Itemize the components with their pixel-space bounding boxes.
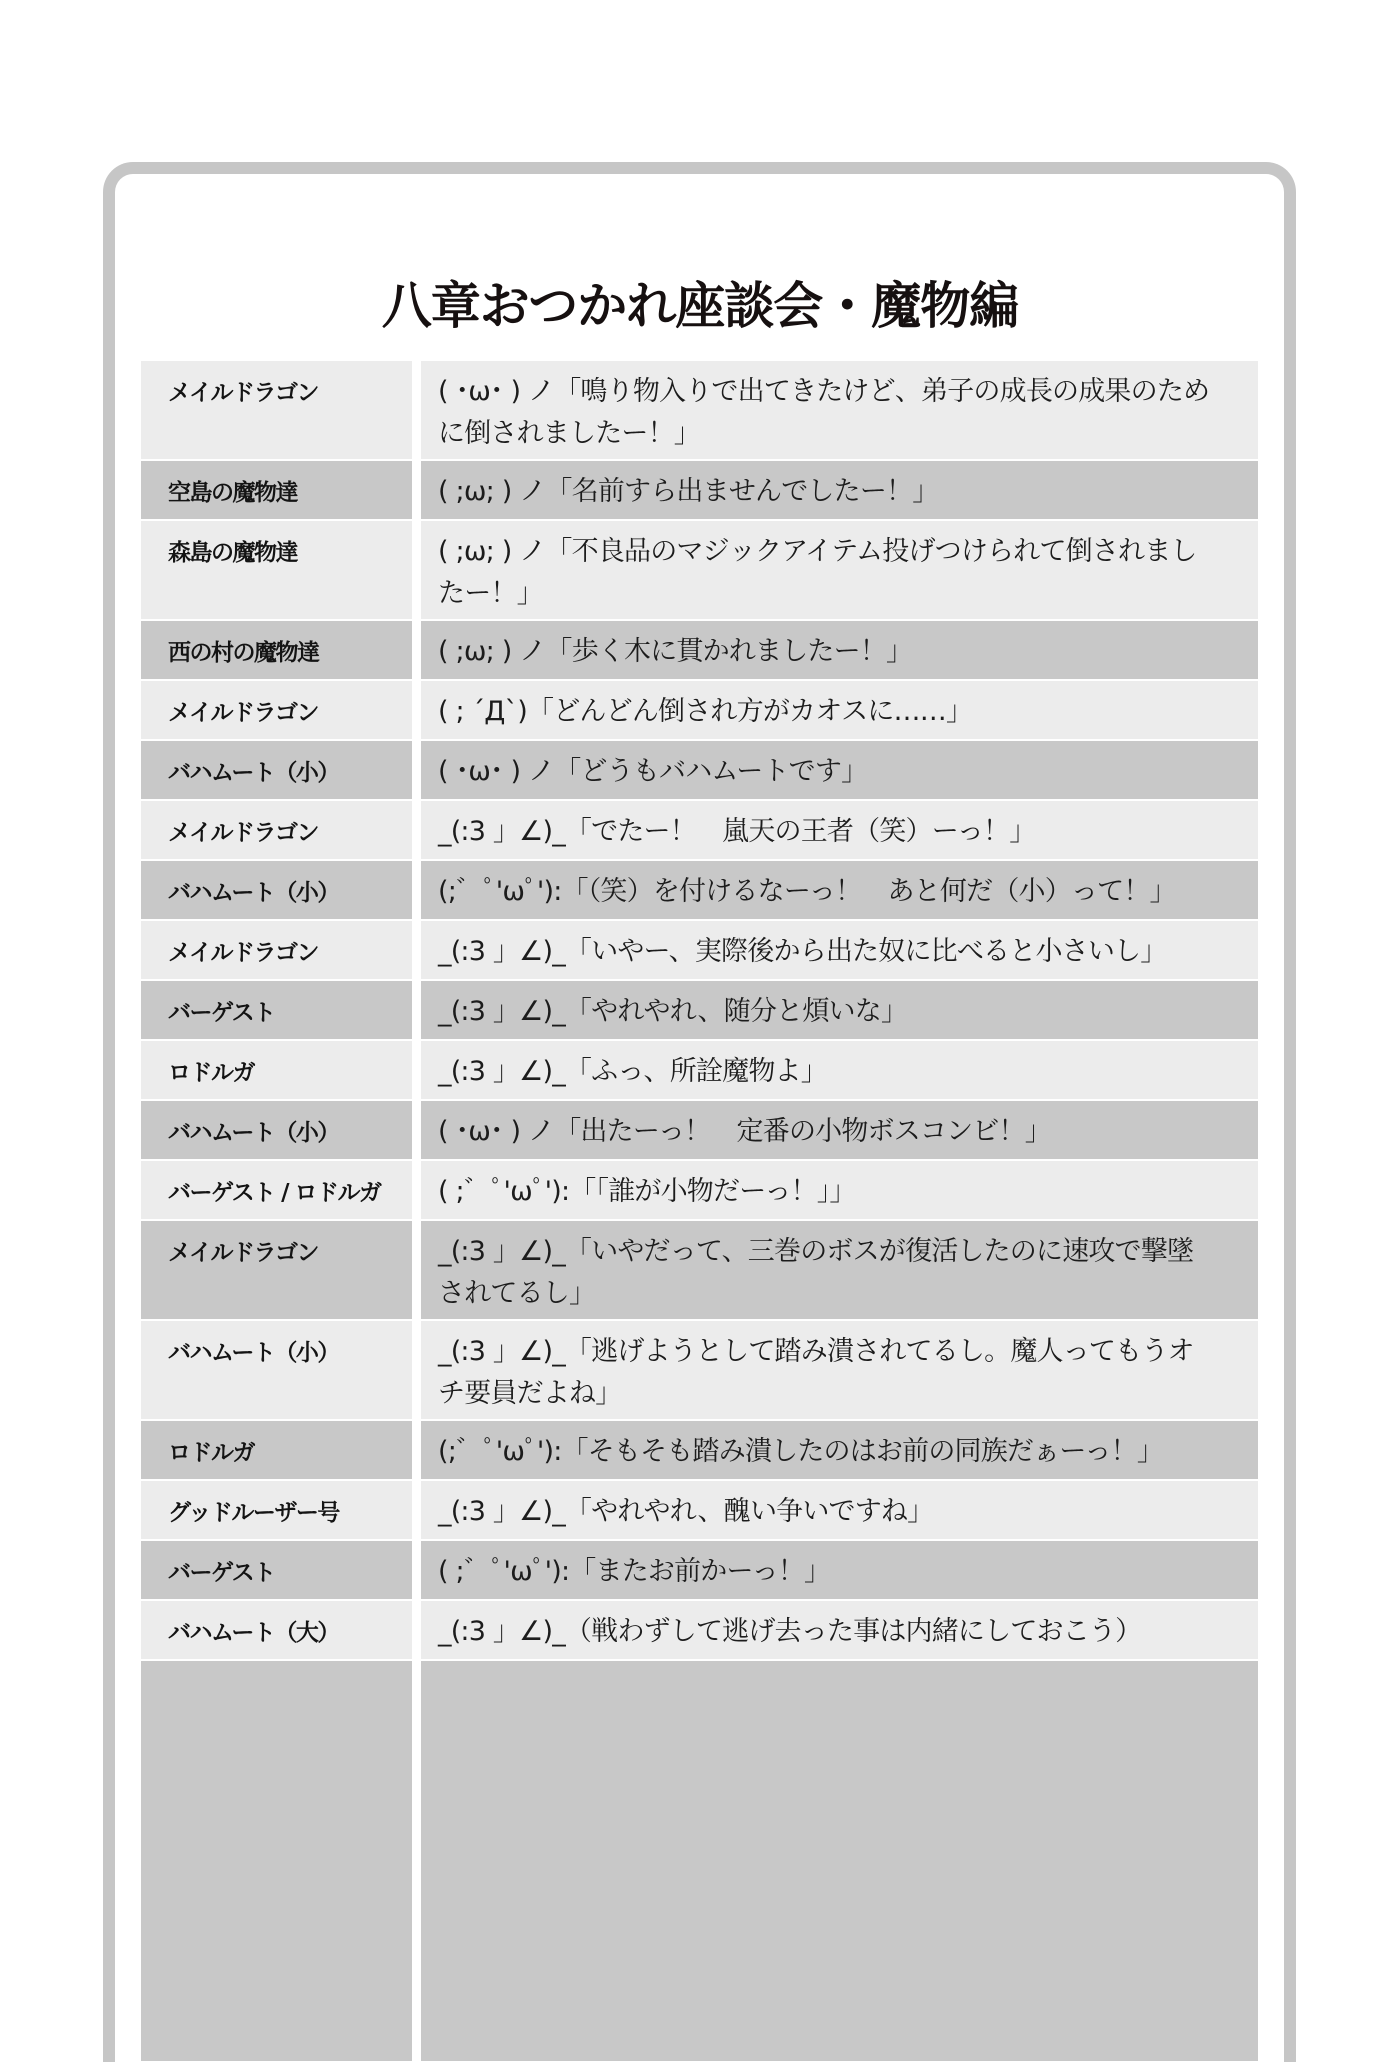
dialogue-line: _(:3 」∠)_「いやー、実際後から出た奴に比べると小さいし」 <box>421 921 1258 979</box>
dialogue-line: _(:3 」∠)_「でたー！ 嵐天の王者（笑）ーっ！」 <box>421 801 1258 859</box>
speaker-name: バハムート（小） <box>141 861 412 919</box>
table-row <box>141 741 1258 799</box>
dialogue-line: ( ;ω; ) ノ「不良品のマジックアイテム投げつけられて倒されましたー！」 <box>421 521 1258 619</box>
speaker-name: メイルドラゴン <box>141 681 412 739</box>
speaker-name: メイルドラゴン <box>141 921 412 979</box>
table-row <box>141 1221 1258 1319</box>
column-divider <box>412 521 421 619</box>
dialogue-line: _(:3 」∠)_「ふっ、所詮魔物よ」 <box>421 1041 1258 1099</box>
dialogue-line: ( ;ω; ) ノ「名前すら出ませんでしたー！」 <box>421 461 1258 519</box>
column-divider <box>412 621 421 679</box>
dialogue-line: ( ;゛ﾟ'ωﾟ'):「「誰が小物だーっ！」」 <box>421 1161 1258 1219</box>
speaker-name: 空島の魔物達 <box>141 461 412 519</box>
dialogue-line: ( ･ω･ ) ノ「どうもバハムートです」 <box>421 741 1258 799</box>
table-row <box>141 801 1258 859</box>
speaker-name: メイルドラゴン <box>141 801 412 859</box>
table-row <box>141 1321 1258 1419</box>
dialogue-line: _(:3 」∠)_（戦わずして逃げ去った事は内緒にしておこう） <box>421 1601 1258 1659</box>
column-divider <box>412 1421 421 1479</box>
table-row <box>141 1601 1258 1659</box>
table-row <box>141 1101 1258 1159</box>
column-divider <box>412 921 421 979</box>
table-row <box>141 461 1258 519</box>
speaker-name: バーゲスト <box>141 981 412 1039</box>
column-divider <box>412 1101 421 1159</box>
dialogue-line: _(:3 」∠)_「いやだって、三巻のボスが復活したのに速攻で撃墜されてるし」 <box>421 1221 1258 1319</box>
table-row <box>141 361 1258 459</box>
table-row <box>141 1541 1258 1599</box>
column-divider <box>412 1321 421 1419</box>
speaker-name: バハムート（大） <box>141 1601 412 1659</box>
table-row <box>141 1041 1258 1099</box>
column-divider <box>412 1041 421 1099</box>
dialogue-line: ( ;ω; ) ノ「歩く木に貫かれましたー！」 <box>421 621 1258 679</box>
speaker-name: バハムート（小） <box>141 741 412 799</box>
column-divider <box>412 681 421 739</box>
table-row <box>141 521 1258 619</box>
dialogue-line: _(:3 」∠)_「逃げようとして踏み潰されてるし。魔人ってもうオチ要員だよね」 <box>421 1321 1258 1419</box>
dialogue-table <box>141 361 1258 2061</box>
column-divider <box>412 1541 421 1599</box>
column-divider <box>412 1601 421 1659</box>
dialogue-line: ( ･ω･ ) ノ「出たーっ！ 定番の小物ボスコンビ！」 <box>421 1101 1258 1159</box>
empty-name-cell <box>141 1661 412 2061</box>
page-title: 八章おつかれ座談会・魔物編 <box>381 276 1019 335</box>
speaker-name: バハムート（小） <box>141 1321 412 1419</box>
dialogue-line: ( ･ω･ ) ノ「鳴り物入りで出てきたけど、弟子の成長の成果のために倒されましたー！」 <box>421 361 1258 459</box>
column-divider <box>412 1221 421 1319</box>
empty-line-cell <box>421 1661 1258 2061</box>
column-divider <box>412 981 421 1039</box>
dialogue-line: ( ;゛ﾟ'ωﾟ'):「またお前かーっ！」 <box>421 1541 1258 1599</box>
column-divider <box>412 461 421 519</box>
column-divider <box>412 1481 421 1539</box>
dialogue-line: (;゛ﾟ'ωﾟ'):「そもそも踏み潰したのはお前の同族だぁーっ！」 <box>421 1421 1258 1479</box>
table-row <box>141 921 1258 979</box>
table-row <box>141 1481 1258 1539</box>
dialogue-line: _(:3 」∠)_「やれやれ、醜い争いですね」 <box>421 1481 1258 1539</box>
speaker-name: メイルドラゴン <box>141 1221 412 1319</box>
table-row <box>141 1421 1258 1479</box>
speaker-name: 西の村の魔物達 <box>141 621 412 679</box>
empty-table-filler <box>141 1661 1258 2061</box>
table-row <box>141 621 1258 679</box>
dialogue-line: (;゛ﾟ'ωﾟ'):「（笑）を付けるなーっ！ あと何だ（小）って！」 <box>421 861 1258 919</box>
column-divider <box>412 1161 421 1219</box>
speaker-name: バハムート（小） <box>141 1101 412 1159</box>
column-divider <box>412 741 421 799</box>
speaker-name: バーゲスト <box>141 1541 412 1599</box>
column-divider <box>412 801 421 859</box>
speaker-name: 森島の魔物達 <box>141 521 412 619</box>
column-divider <box>412 861 421 919</box>
speaker-name: ロドルガ <box>141 1041 412 1099</box>
table-row <box>141 681 1258 739</box>
table-row <box>141 1161 1258 1219</box>
table-row <box>141 861 1258 919</box>
speaker-name: バーゲスト / ロドルガ <box>141 1161 412 1219</box>
column-divider <box>412 1661 421 2061</box>
dialogue-line: ( ; ´Д`)「どんどん倒され方がカオスに……」 <box>421 681 1258 739</box>
speaker-name: グッドルーザー号 <box>141 1481 412 1539</box>
dialogue-line: _(:3 」∠)_「やれやれ、随分と煩いな」 <box>421 981 1258 1039</box>
table-row <box>141 981 1258 1039</box>
speaker-name: メイルドラゴン <box>141 361 412 459</box>
column-divider <box>412 361 421 459</box>
speaker-name: ロドルガ <box>141 1421 412 1479</box>
